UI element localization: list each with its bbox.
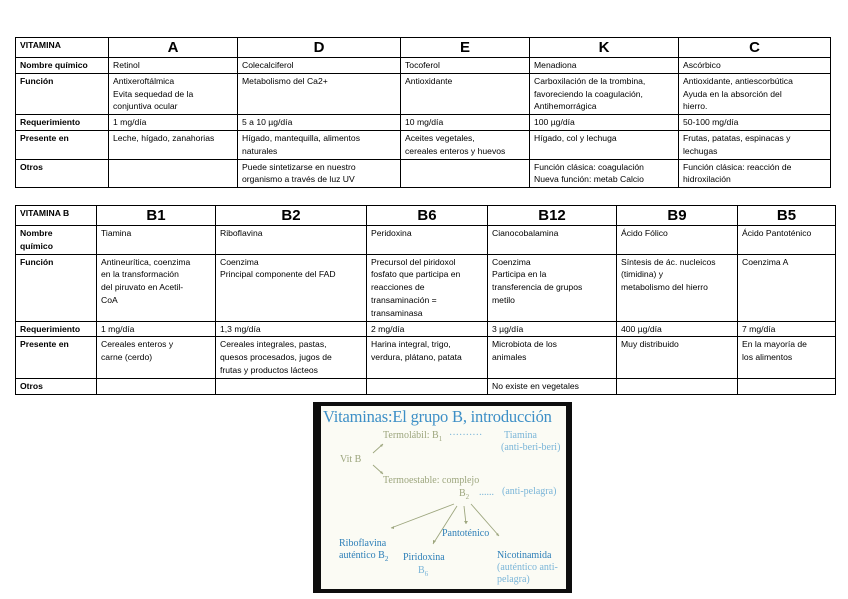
table-cell [488, 337, 617, 378]
table-cell [679, 130, 831, 159]
row-label [16, 321, 97, 337]
cell-line: Ácido Fólico [621, 228, 668, 238]
cell-line: Cianocobalamina [492, 228, 559, 238]
cell-line: Retinol [113, 60, 140, 70]
table-cell [238, 58, 401, 74]
row-label [16, 378, 97, 394]
table-cell [216, 254, 367, 321]
table-cell [216, 321, 367, 337]
slide-title: Vitaminas:El grupo B, introducción [323, 407, 552, 426]
table-cell [97, 226, 216, 255]
table-cell [367, 321, 488, 337]
table-cell [738, 254, 836, 321]
table-row [16, 58, 831, 74]
table-cell [738, 378, 836, 394]
cell-line: Harina integral, trigo, [371, 339, 451, 350]
cell-line: 2 mg/día [371, 323, 405, 334]
vitamin-column-header: B1 [97, 206, 216, 226]
cell-line: metabolismo del hierro [621, 282, 708, 293]
pantotenico-label: Pantoténico [442, 528, 490, 539]
cell-line: lechugas [683, 145, 718, 156]
table-cell [216, 378, 367, 394]
riboflavina-label: Riboflavina [339, 538, 387, 549]
b2-complex-label: $B_2$ [459, 488, 470, 501]
arrow-to-riboflavina [391, 504, 454, 528]
table-cell [367, 226, 488, 255]
table-cell [238, 130, 401, 159]
cell-line: (timidina) y [621, 269, 664, 280]
fat-soluble-vitamins-table [15, 37, 831, 188]
cell-line: reacciones de [371, 282, 425, 293]
cell-line: Aceites vegetales, [405, 132, 475, 143]
cell-line: 7 mg/día [742, 323, 776, 334]
vitamin-b-slide-image [313, 402, 572, 593]
cell-line: 1 mg/día [113, 117, 147, 128]
cell-line: Coenzima A [742, 256, 789, 267]
row-label: Función [16, 73, 109, 114]
table-cell [109, 73, 238, 114]
table-cell [679, 73, 831, 114]
table-cell [530, 159, 679, 188]
cell-line: Muy distribuido [621, 339, 679, 350]
b6-label: $B_6$ [418, 565, 429, 578]
cell-line: Evita sequedad de la [113, 88, 194, 99]
cell-line: Función clásica: reacción de [683, 161, 792, 172]
table-cell [216, 337, 367, 378]
cell-line: Frutas, patatas, espinacas y [683, 132, 791, 143]
autentico-anti-label: (auténtico anti- [497, 562, 558, 573]
cell-line: Riboflavina [220, 228, 263, 238]
cell-line: hidroxilación [683, 174, 731, 185]
table-cell [367, 337, 488, 378]
table-cell [738, 337, 836, 378]
vitamin-column-header: B5 [738, 206, 836, 226]
row-label-line: Nombre [20, 228, 53, 238]
cell-line: conjuntiva ocular [113, 101, 178, 112]
cell-line: CoA [101, 294, 118, 305]
row-label-line: Presente en [20, 339, 69, 350]
table-cell [238, 115, 401, 131]
cell-line: En la mayoría de [742, 339, 807, 350]
table-header-row [16, 38, 831, 58]
table-row [16, 73, 831, 114]
table-cell [488, 226, 617, 255]
b-vitamins-table [15, 205, 836, 395]
vitamin-column-header: B6 [367, 206, 488, 226]
table-cell [401, 58, 530, 74]
vitamin-column-header: D [238, 38, 401, 58]
table-cell [530, 58, 679, 74]
table-cell [679, 159, 831, 188]
cell-line: 3 µg/día [492, 323, 524, 334]
cell-line: Leche, hígado, zanahorias [113, 132, 215, 143]
table-cell [738, 321, 836, 337]
cell-line: 50-100 mg/día [683, 117, 739, 128]
dots-1: ·········· [449, 430, 483, 441]
cell-line: No existe en vegetales [492, 380, 579, 391]
cell-line: 5 a 10 µg/día [242, 117, 293, 128]
cell-line: Tocoferol [405, 60, 440, 70]
table-cell [401, 159, 530, 188]
table-row [16, 378, 836, 394]
cell-line: Coenzima [492, 256, 531, 267]
row-label [16, 226, 97, 255]
table-row [16, 159, 831, 188]
row-label [16, 254, 97, 321]
cell-line: Antioxidante [405, 75, 453, 86]
pelagra-label: pelagra) [497, 574, 530, 585]
table-cell [488, 321, 617, 337]
cell-line: Metabolismo del Ca2+ [242, 75, 328, 86]
table-cell [238, 73, 401, 114]
cell-line: Menadiona [534, 60, 577, 70]
vitamin-column-header: B9 [617, 206, 738, 226]
row-label: Nombre químico [16, 58, 109, 74]
row-label-line: químico [20, 240, 53, 251]
cell-line: Nueva función: metab Calcio [534, 174, 644, 185]
vitamin-column-header: C [679, 38, 831, 58]
cell-line: Precursol del piridoxol [371, 256, 456, 267]
cell-line: cereales enteros y huevos [405, 145, 506, 156]
cell-line: Antioxidante, antiescorbútica [683, 75, 793, 86]
cell-line: en la transformación [101, 269, 179, 280]
cell-line: quesos procesados, jugos de [220, 352, 332, 363]
table-cell [617, 254, 738, 321]
cell-line: Ayuda en la absorción del [683, 88, 782, 99]
cell-line: carne (cerdo) [101, 352, 153, 363]
cell-line: transaminación = [371, 294, 437, 305]
table-cell [401, 115, 530, 131]
termolabil-label: Termolábil: $B_1$ [383, 430, 443, 443]
cell-line: Hígado, mantequilla, alimentos [242, 132, 360, 143]
table-cell [97, 321, 216, 337]
row-label-line: Requerimiento [20, 323, 81, 334]
cell-line: Puede sintetizarse en nuestro [242, 161, 356, 172]
cell-line: Hígado, col y lechuga [534, 132, 617, 143]
table-cell [97, 337, 216, 378]
cell-line: Microbiota de los [492, 339, 557, 350]
table-cell [109, 115, 238, 131]
table-cell [97, 378, 216, 394]
table-cell [401, 73, 530, 114]
cell-line: animales [492, 352, 527, 363]
cell-line: Ascórbico [683, 60, 721, 70]
table-cell [97, 254, 216, 321]
cell-line: del piruvato en Acetil- [101, 282, 184, 293]
header-label: VITAMINA B [16, 206, 97, 226]
table-cell [530, 115, 679, 131]
table-cell [216, 226, 367, 255]
table-row [16, 226, 836, 255]
table-cell [488, 378, 617, 394]
table-cell [109, 130, 238, 159]
cell-line: Síntesis de ác. nucleicos [621, 256, 716, 267]
vit-b-label: Vit B [340, 454, 362, 465]
cell-line: Ácido Pantoténico [742, 228, 812, 238]
anti-beriberi-label: (anti-beri-beri) [501, 442, 561, 453]
row-label: Presente en [16, 130, 109, 159]
cell-line: Participa en la [492, 269, 547, 280]
cell-line: metilo [492, 294, 515, 305]
table-header-row [16, 206, 836, 226]
cell-line: los alimentos [742, 352, 793, 363]
cell-line: hierro. [683, 101, 708, 112]
table-row [16, 337, 836, 378]
table-cell [367, 378, 488, 394]
header-label: VITAMINA [16, 38, 109, 58]
vitamin-column-header: A [109, 38, 238, 58]
cell-line: favoreciendo la coagulación, [534, 88, 643, 99]
cell-line: Cereales enteros y [101, 339, 174, 350]
vitamin-column-header: E [401, 38, 530, 58]
piridoxina-label: Piridoxina [403, 552, 445, 563]
tiamina-label: Tiamina [504, 430, 537, 441]
cell-line: 1 mg/día [101, 323, 135, 334]
table-cell [109, 159, 238, 188]
cell-line: Colecalciferol [242, 60, 294, 70]
row-label: Requerimiento [16, 115, 109, 131]
table-row [16, 115, 831, 131]
table-cell [530, 73, 679, 114]
cell-line: Antixeroftálmica [113, 75, 175, 86]
cell-line: frutas y productos lácteos [220, 364, 318, 375]
cell-line: Coenzima [220, 256, 259, 267]
table-cell [617, 321, 738, 337]
row-label [16, 337, 97, 378]
vitamin-column-header: B2 [216, 206, 367, 226]
cell-line: Cereales integrales, pastas, [220, 339, 327, 350]
table-row [16, 321, 836, 337]
row-label-line: Función [20, 256, 54, 267]
cell-line: fosfato que participa en [371, 269, 461, 280]
nicotinamida-label: Nicotinamida [497, 550, 552, 561]
cell-line: organismo a través de luz UV [242, 174, 355, 185]
autentico-b2-label: auténtico $B_2$ [339, 550, 389, 563]
table-cell [109, 58, 238, 74]
table-cell [238, 159, 401, 188]
table-row [16, 130, 831, 159]
table-cell [530, 130, 679, 159]
table-cell [738, 226, 836, 255]
cell-line: Función clásica: coagulación [534, 161, 644, 172]
cell-line: 10 mg/día [405, 117, 444, 128]
table-row [16, 254, 836, 321]
table-cell [488, 254, 617, 321]
cell-line: verdura, plátano, patata [371, 352, 462, 363]
cell-line: transaminasa [371, 307, 423, 318]
cell-line: naturales [242, 145, 278, 156]
anti-pelagra-label: (anti-pelagra) [502, 486, 557, 497]
vitamin-column-header: K [530, 38, 679, 58]
table-cell [367, 254, 488, 321]
slide-canvas [321, 406, 566, 589]
vitamin-column-header: B12 [488, 206, 617, 226]
cell-line: Principal componente del FAD [220, 269, 336, 280]
cell-line: 100 µg/día [534, 117, 575, 128]
table-cell [617, 226, 738, 255]
row-label: Otros [16, 159, 109, 188]
cell-line: transferencia de grupos [492, 282, 583, 293]
cell-line: Tiamina [101, 228, 132, 238]
table-cell [679, 115, 831, 131]
cell-line: 400 µg/día [621, 323, 662, 334]
cell-line: Carboxilación de la trombina, [534, 75, 646, 86]
termoestable-label: Termoestable: complejo [383, 475, 480, 486]
cell-line: Antineurítica, coenzima [101, 256, 191, 267]
table-cell [617, 337, 738, 378]
table-cell [401, 130, 530, 159]
cell-line: Peridoxina [371, 228, 412, 238]
cell-line: 1,3 mg/día [220, 323, 261, 334]
cell-line: Antihemorrágica [534, 101, 597, 112]
table-cell [617, 378, 738, 394]
table-cell [679, 58, 831, 74]
dots-2: ...... [479, 487, 494, 498]
row-label-line: Otros [20, 380, 43, 391]
